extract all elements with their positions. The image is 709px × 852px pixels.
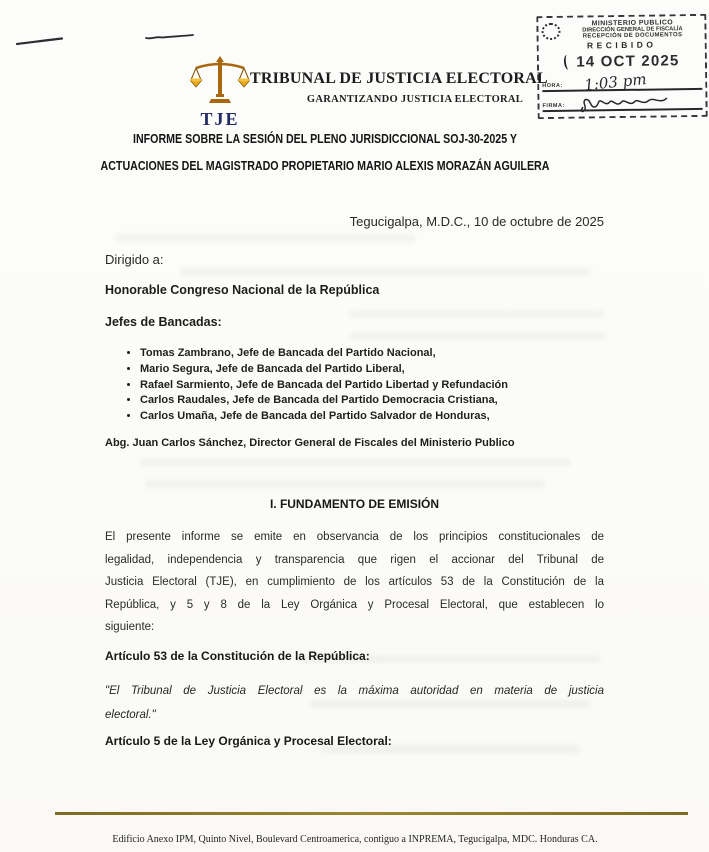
stamp-firma-label: FIRMA: xyxy=(542,102,565,110)
bancadas-label: Jefes de Bancadas: xyxy=(105,315,222,329)
stamp-received-date: 14 OCT 2025 xyxy=(576,52,680,71)
stamp-ink-artifact xyxy=(563,54,573,70)
handwritten-signature xyxy=(576,93,672,112)
org-tagline: GARANTIZANDO JUSTICIA ELECTORAL xyxy=(306,94,524,105)
bleed-through-artifact xyxy=(145,480,545,488)
quote-line: "El Tribunal de Justicia Electoral es la máxima autoridad en materia de justicia xyxy=(105,685,604,697)
stamp-hora-label: HORA: xyxy=(542,82,563,90)
bancada-item: • Carlos Umaña, Jefe de Bancada del Partido Salvador de Honduras, xyxy=(140,409,620,425)
stamp-direction-line: DIRECCIÓN GENERAL DE FISCALÍA xyxy=(582,26,683,34)
body-paragraph xyxy=(105,526,604,639)
paragraph-line: República, y 5 y 8 de la Ley Orgánica y Procesal Electoral, que establecen lo xyxy=(105,598,604,611)
tje-logo xyxy=(190,56,250,130)
section-heading: I. FUNDAMENTO DE EMISIÓN xyxy=(269,497,440,511)
paragraph-line: Justicia Electoral (TJE), en cumplimiento de los artículos 53 de la Constitución de la xyxy=(105,576,604,588)
bleed-through-artifact xyxy=(180,268,590,276)
document-title-line-2: ACTUACIONES DEL MAGISTRADO PROPIETARIO MARIO ALEXIS MORAZÁN AGUILERA xyxy=(100,158,550,173)
paragraph-line: siguiente: xyxy=(105,621,155,633)
bancada-item: • Rafael Sarmiento, Jefe de Bancada del Partido Libertad y Refundación xyxy=(140,378,620,394)
bancada-item: • Tomas Zambrano, Jefe de Bancada del Partido Nacional, xyxy=(140,346,620,362)
org-name: TRIBUNAL DE JUSTICIA ELECTORAL xyxy=(250,70,548,87)
paragraph-line: El presente informe se emite en observancia de los principios constitucionales de xyxy=(105,531,604,543)
bancada-item: • Mario Segura, Jefe de Bancada del Partido Liberal, xyxy=(140,362,620,378)
article-53-heading: Artículo 53 de la Constitución de la República: xyxy=(105,649,370,663)
ministerio-publico-seal-icon xyxy=(541,23,560,40)
stamp-reception-line: RECEPCIÓN DE DOCUMENTOS xyxy=(582,32,683,40)
bleed-through-artifact xyxy=(350,332,605,340)
footer-address: Edificio Anexo IPM, Quinto Nivel, Boulevard Centroamerica, contiguo a INPREMA, Tegucigalpa, MDC. Honduras CA. xyxy=(112,834,598,845)
addressee: Honorable Congreso Nacional de la República xyxy=(105,283,380,297)
fiscal-addressee: Abg. Juan Carlos Sánchez, Director General de Fiscales del Ministerio Publico xyxy=(105,437,515,449)
document-title xyxy=(0,131,650,185)
dateline: Tegucigalpa, M.D.C., 10 de octubre de 2025 xyxy=(349,214,604,229)
stamp-hora-row xyxy=(542,69,702,95)
bancadas-list xyxy=(122,346,620,425)
bancada-item: • Carlos Raudales, Jefe de Bancada del Partido Democracia Cristiana, xyxy=(140,393,620,409)
quote-line: electoral." xyxy=(105,708,156,721)
scales-of-justice-icon xyxy=(190,56,250,103)
article-53-quote xyxy=(105,680,604,727)
bleed-through-artifact xyxy=(140,458,570,466)
article-5-heading: Artículo 5 de la Ley Orgánica y Procesal Electoral: xyxy=(105,734,392,748)
bleed-through-artifact xyxy=(350,310,605,318)
handwritten-time: 1:03 pm xyxy=(583,69,648,95)
reception-stamp xyxy=(536,14,707,119)
document-title-line-1: INFORME SOBRE LA SESIÓN DEL PLENO JURISDICCIONAL SOJ-30-2025 Y xyxy=(132,131,518,146)
bleed-through-artifact xyxy=(115,234,415,242)
logo-acronym: TJE xyxy=(200,109,240,129)
paragraph-line: legalidad, independencia y transparencia que rigen el accionar del Tribunal de xyxy=(105,553,604,566)
addressed-to-label: Dirigido a: xyxy=(105,252,164,267)
pen-mark-strokes xyxy=(10,28,210,54)
footer-rule xyxy=(55,812,688,815)
stamp-firma-row xyxy=(542,92,702,112)
stamp-org-line: MINISTERIO PUBLICO xyxy=(591,19,674,28)
stamp-recibido-label: RECIBIDO xyxy=(586,39,657,51)
